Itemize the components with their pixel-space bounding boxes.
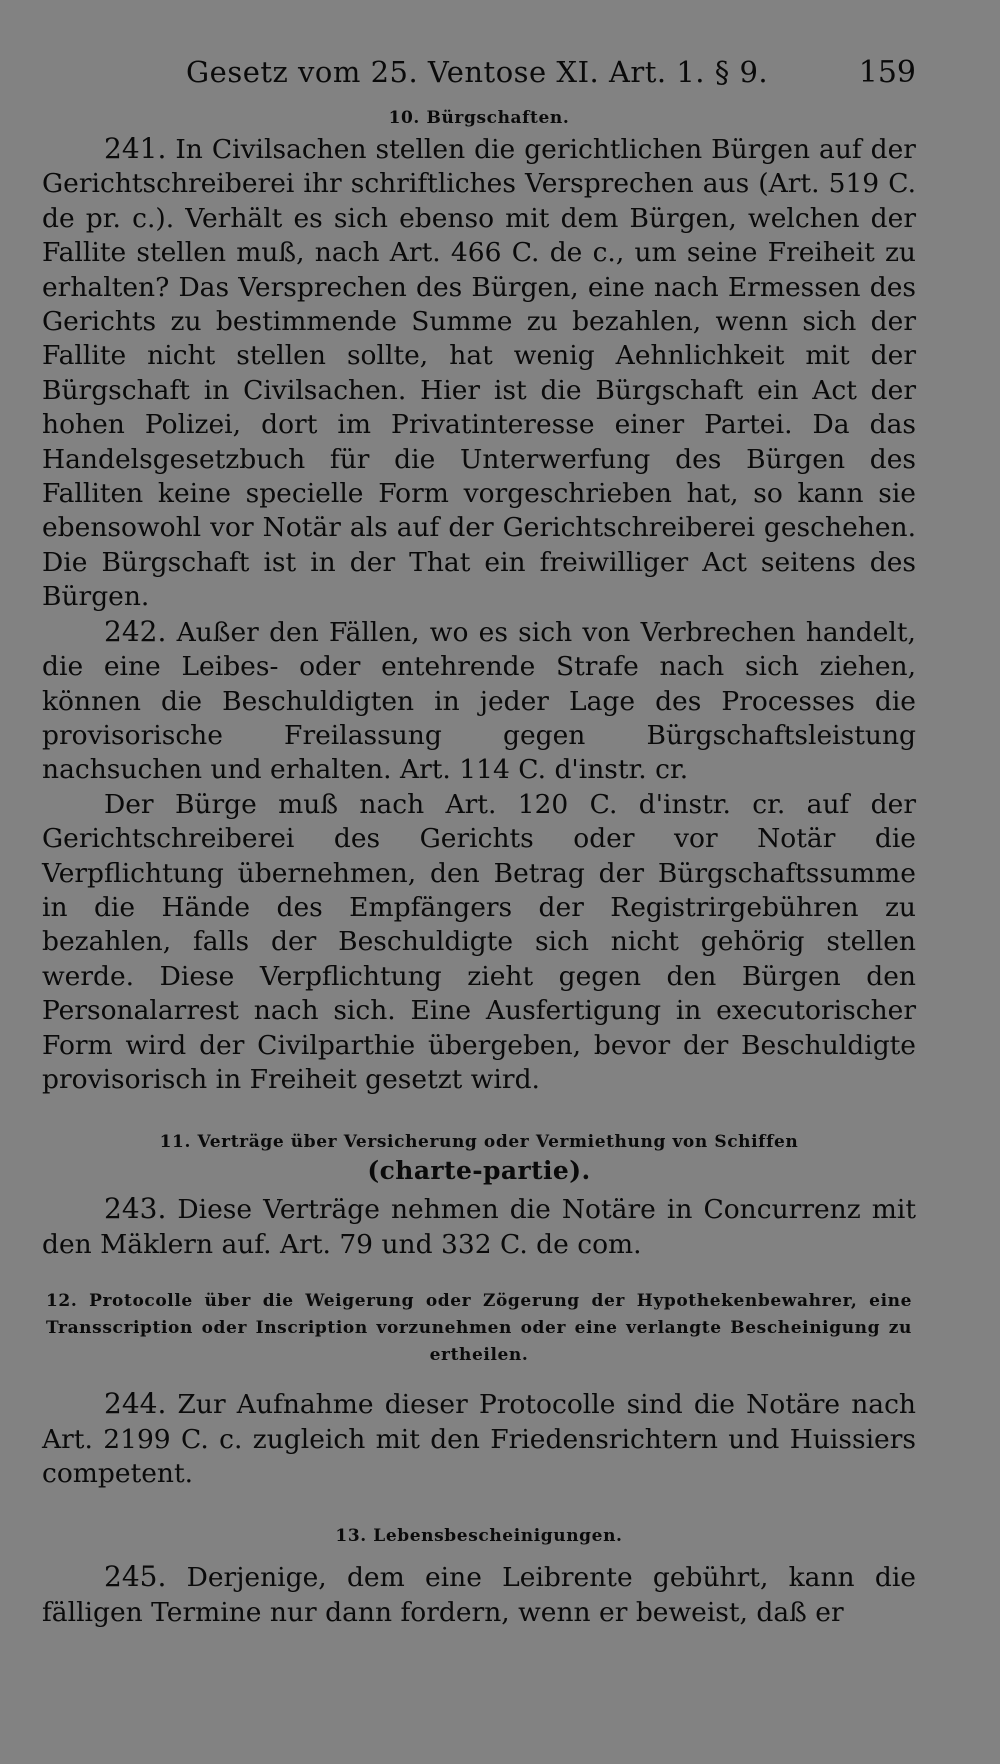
section-heading-13: 13. Lebensbescheinigungen. — [335, 1526, 623, 1547]
paragraph-244 — [42, 1387, 916, 1491]
paragraph-243 — [42, 1192, 916, 1262]
section-subheading-11: (charte-partie). — [367, 1156, 591, 1186]
paragraph-text: Derjenige, dem eine Leibrente gebührt, kann die fälligen Termine nur dann fordern, wenn er beweist, daß er — [42, 1562, 916, 1628]
paragraph-number: 243. — [104, 1192, 167, 1226]
paragraph-242-continued — [42, 788, 916, 1098]
paragraph-text: Außer den Fällen, wo es sich von Verbrechen handelt, die eine Leibes- oder entehrende Strafe nach sich ziehen, können die Beschuldigten in jeder Lage des Processes die provisorische Freilassung gegen Bürgschaftsleistung nachsuchen und erhalten. Art. 114 C. d'instr. cr. — [42, 616, 916, 786]
paragraph-number: 242. — [104, 614, 167, 648]
section-heading-10: 10. Bürgschaften. — [388, 108, 570, 128]
section-heading-12: 12. Protocolle über die Weigerung oder Zögerung der Hypothekenbewahrer, eine Transscription oder Inscription vorzunehmen oder eine verlangte Bescheinigung zu ertheilen. — [46, 1291, 912, 1366]
paragraph-245 — [42, 1560, 916, 1630]
running-title: Gesetz vom 25. Ventose XI. Art. 1. § 9. — [186, 55, 769, 89]
section-heading-11: 11. Verträge über Versicherung oder Vermiethung von Schiffen — [159, 1132, 799, 1153]
section-heading-block-11 — [42, 1129, 916, 1186]
section-heading-block-12 — [42, 1288, 916, 1369]
paragraph-number: 244. — [104, 1387, 167, 1421]
page-number: 159 — [858, 55, 916, 90]
paragraph-242 — [42, 615, 916, 788]
running-head — [42, 52, 916, 93]
paragraph-text: Zur Aufnahme dieser Protocolle sind die Notäre nach Art. 2199 C. c. zugleich mit den Friedensrichtern und Huissiers competent. — [42, 1389, 916, 1489]
paragraph-number: 245. — [104, 1560, 167, 1594]
paragraph-number: 241. — [104, 132, 167, 165]
paragraph-241 — [42, 132, 916, 615]
paragraph-text: In Civilsachen stellen die gerichtlichen Bürgen auf der Gerichtschreiberei ihr schriftliches Versprechen aus (Art. 519 C. de pr. c.). Verhält es sich ebenso mit dem Bürgen, welchen der Fallite stellen muß, nach Art. 466 C. de c., um seine Freiheit zu erhalten? Das Versprechen des Bürgen, eine nach Ermessen des Gerichts zu bestimmende Summe zu bezahlen, wenn sich der Fallite nicht stellen sollte, hat wenig Aehnlichkeit mit der Bürgschaft in Civilsachen. Hier ist die Bürgschaft ein Act der hohen Polizei, dort im Privatinteresse einer Partei. Da das Handelsgesetzbuch für die Unterwerfung des Bürgen des Falliten keine specielle Form vorgeschrieben hat, so kann sie ebensowohl vor Notär als auf der Gerichtschreiberei geschehen. Die Bürgschaft ist in der That ein freiwilliger Act seitens des Bürgen. — [42, 134, 916, 613]
paragraph-text: Der Bürge muß nach Art. 120 C. d'instr. cr. auf der Gerichtschreiberei des Gerichts oder vor Notär die Verpflichtung übernehmen, den Betrag der Bürgschaftssumme in die Hände des Empfängers der Registrirgebühren zu bezahlen, falls der Beschuldigte sich nicht gehörig stellen werde. Diese Verpflichtung zieht gegen den Bürgen den Personalarrest nach sich. Eine Ausfertigung in executorischer Form wird der Civilparthie übergeben, bevor der Beschuldigte provisorisch in Freiheit gesetzt wird. — [42, 788, 916, 1095]
paragraph-text: Diese Verträge nehmen die Notäre in Concurrenz mit den Mäklern auf. Art. 79 und 332 C. de com. — [42, 1194, 916, 1260]
